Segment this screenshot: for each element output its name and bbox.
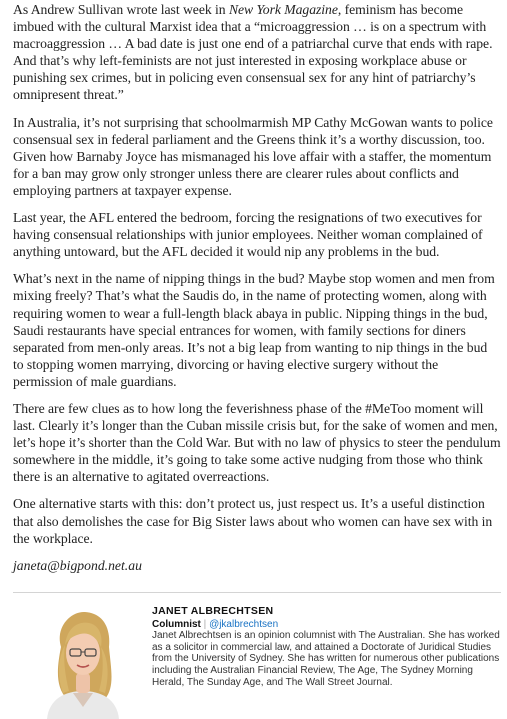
article-paragraph: As Andrew Sullivan wrote last week in New York Magazine, feminism has become imbued with the cultural Marxist idea that a “microaggression … is on a spectrum with macroaggression … A bad date is just one end of a patriarchal curve that ends with rape. And that’s why left-feminists are not just interested in exposing workplace abuse or punishing sex crimes, but in policing even consensual sex for any hint of patriarchy’s omnipresent threat.”	[13, 2, 493, 103]
author-role: Columnist	[152, 618, 201, 630]
section-divider	[13, 592, 501, 593]
author-bio-text: Janet Albrechtsen is an opinion columnist with The Australian. She has worked as a solicitor in commercial law, and attained a Doctorate of Juridical Studies from the University of Sydney. She has written for numerous other publications including the Australian Financial Review, The Age, The Sydney Morning Herald, The Sunday Age, and The Wall Street Journal.	[152, 630, 500, 688]
publication-name: New York Magazine	[228, 2, 338, 17]
article-paragraph: In Australia, it’s not surprising that schoolmarmish MP Cathy McGowan wants to police consensual sex in federal parliament and the Greens think it’s a worthy discussion, too. Given how Barnaby Joyce has mismanaged his love affair with a staffer, the momentum for a ban may grow only stronger unless there are clearer rules about conflicts and employing partners at taxpayer expense.	[13, 114, 493, 198]
article-body	[13, 1, 501, 574]
author-portrait	[43, 607, 123, 719]
author-email-line	[13, 557, 501, 574]
author-email-link[interactable]: janeta@bigpond.net.au	[13, 557, 142, 573]
article-paragraph: Last year, the AFL entered the bedroom, forcing the resignations of two executives for having consensual relationships with junior employees. Neither woman complained of anything untoward, but the AFL decided it would nip any problems in the bud.	[13, 210, 483, 260]
article-paragraph: There are few clues as to how long the feverishness phase of the #MeToo moment will last. Clearly it’s longer than the Cuban missile crisis but, for the sake of women and men, let’s hope it’s shorter than the Cold War. But with no law of physics to steer the pendulum somewhere in the middle, it’s going to take some active nudging from those who think there is an alternative to agitated overreactions.	[13, 400, 501, 485]
author-bio-box	[13, 598, 503, 719]
twitter-handle-link[interactable]: @jkalbrechtsen	[209, 618, 279, 630]
article-paragraph: One alternative starts with this: don’t protect us, just respect us. It’s a useful distinction that also demolishes the case for Big Sister laws about who women can have sex with in the workplace.	[13, 496, 493, 546]
article-paragraph: What’s next in the name of nipping things in the bud? Maybe stop women and men from mixing freely? That’s what the Saudis do, in the name of protecting women, along with requiring women to wear a full-length black abaya in public. Nipping things in the bud, Saudi restaurants have special entrances for women, with family sections for diners separated from men-only areas. It’s not a big leap from wanting to nip things in the bud to stopping women marrying, divorcing or having elective surgery without the permission of male guardians.	[13, 271, 495, 389]
author-info	[152, 606, 507, 688]
role-separator: |	[203, 618, 207, 630]
author-name: JANET ALBRECHTSEN	[152, 605, 274, 617]
author-role-line	[152, 619, 507, 631]
